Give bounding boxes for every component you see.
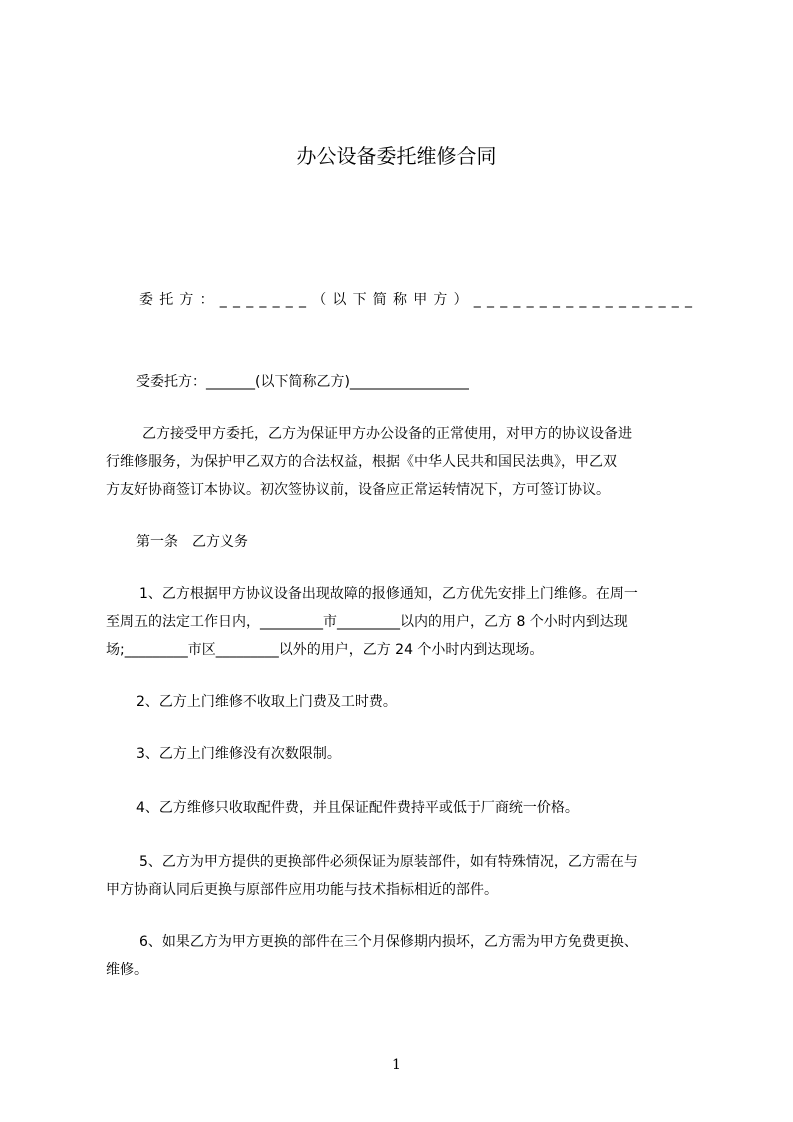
article-1-item-1-line-1: 1、乙方根据甲方协议设备出现故障的报修通知，乙方优先安排上门维修。在周一 [139, 586, 638, 602]
article-1-item-3: 3、乙方上门维修没有次数限制。 [136, 746, 341, 762]
contractor-party-line: 受委托方：_______(以下简称乙方)_________________ [136, 374, 469, 390]
article-1-heading: 第一条 乙方义务 [136, 534, 248, 550]
article-1-item-6-line-2: 维修。 [106, 962, 148, 978]
article-1-item-1-line-3: 场;_________市区_________以外的用户，乙方 24 个小时内到达现场。 [106, 642, 544, 658]
article-1-item-4: 4、乙方维修只收取配件费，并且保证配件费持平或低于厂商统一价格。 [136, 800, 579, 816]
article-1-item-5-line-1: 5、乙方为甲方提供的更换部件必须保证为原装部件，如有特殊情况，乙方需在与 [139, 854, 638, 870]
article-1-item-1-line-2: 至周五的法定工作日内，_________市_________以内的用户，乙方 8 个小时内到达现 [106, 614, 628, 630]
client-party-line: 委托方：_______（以下简称甲方）_________________ [139, 292, 699, 308]
intro-line-2: 行维修服务，为保护甲乙双方的合法权益，根据《中华人民共和国民法典》，甲乙双 [106, 454, 617, 470]
page-number: 1 [392, 1057, 401, 1073]
intro-line-1: 乙方接受甲方委托，乙方为保证甲方办公设备的正常使用，对甲方的协议设备进 [142, 426, 632, 442]
article-1-item-2: 2、乙方上门维修不收取上门费及工时费。 [136, 694, 397, 710]
document-title: 办公设备委托维修合同 [296, 144, 497, 168]
article-1-item-6-line-1: 6、如果乙方为甲方更换的部件在三个月保修期内损坏，乙方需为甲方免费更换、 [139, 934, 638, 950]
intro-line-3: 方友好协商签订本协议。初次签协议前，设备应正常运转情况下，方可签订协议。 [106, 482, 610, 498]
article-1-item-5-line-2: 甲方协商认同后更换与原部件应用功能与技术指标相近的部件。 [106, 882, 498, 898]
